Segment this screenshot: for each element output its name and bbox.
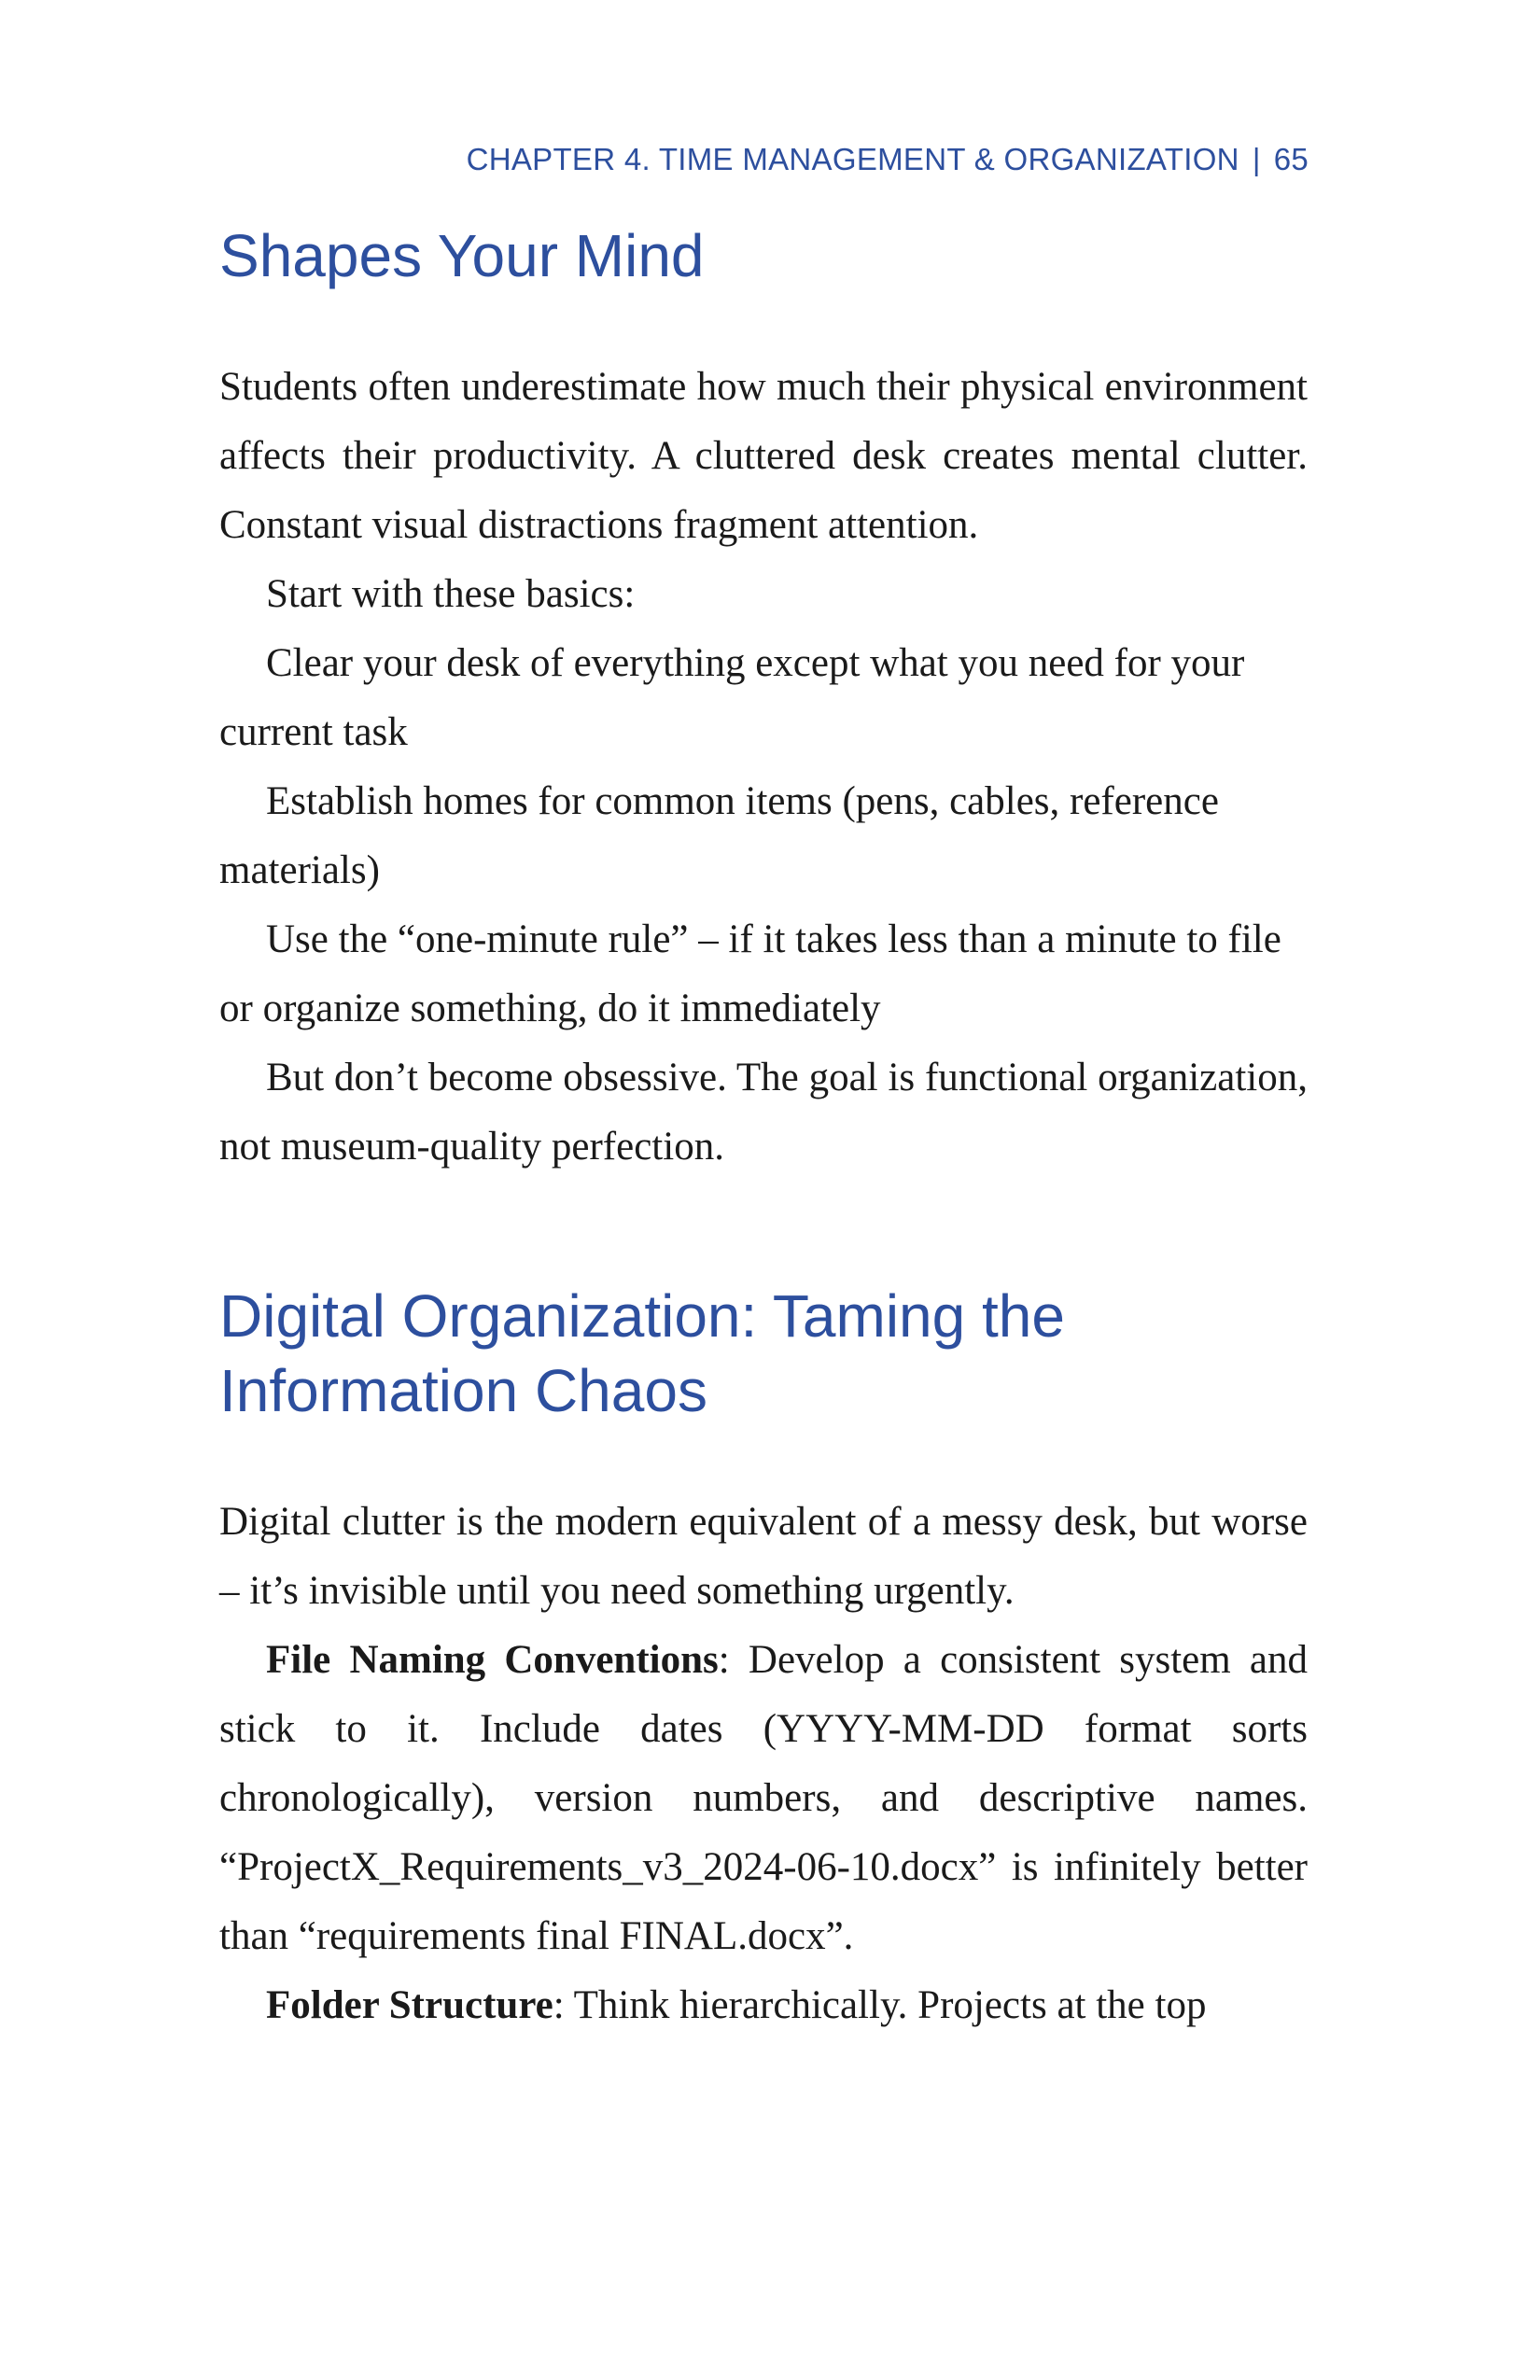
section-heading-digital-organization bbox=[219, 1279, 1308, 1428]
folder-structure-text: : Think hierarchically. Projects at the top bbox=[553, 1983, 1207, 2027]
chapter-title: CHAPTER 4. TIME MANAGEMENT & ORGANIZATION bbox=[466, 142, 1239, 176]
paragraph-basics-lead: Start with these basics: bbox=[266, 572, 636, 616]
paragraph-digital-clutter: Digital clutter is the modern equivalent of a messy desk, but worse – it’s invisible until you need something urgently. bbox=[219, 1500, 1308, 1613]
list-item-one-minute-rule: Use the “one-minute rule” – if it takes less than a minute to file or organize something, do it immediately bbox=[219, 917, 1281, 1030]
paragraph-not-obsessive: But don’t become obsessive. The goal is functional organization, not museum-quality perfection. bbox=[219, 1056, 1308, 1169]
paragraph-folder-structure bbox=[219, 1971, 1308, 2040]
list-item-clear-desk: Clear your desk of everything except what you need for your current task bbox=[219, 641, 1245, 754]
running-head-separator: | bbox=[1252, 142, 1261, 176]
term-folder-structure: Folder Structure bbox=[266, 1983, 553, 2027]
paragraph-file-naming bbox=[219, 1626, 1308, 1971]
running-head bbox=[467, 142, 1309, 177]
section-heading-shapes-your-mind: Shapes Your Mind bbox=[219, 222, 705, 289]
term-file-naming: File Naming Conventions bbox=[266, 1638, 719, 1682]
section-heading-line-1: Digital Organization: Taming the bbox=[219, 1282, 1065, 1350]
paragraph-physical-environment: Students often underestimate how much their physical environment affects their productivity. A cluttered desk creates mental clutter. Constant visual distractions fragment attention. bbox=[219, 365, 1308, 547]
page-body bbox=[219, 218, 1308, 2040]
section-heading-line-2: Information Chaos bbox=[219, 1357, 707, 1424]
page-number: 65 bbox=[1273, 142, 1309, 176]
file-naming-text: : Develop a consistent system and stick to it. Include dates (YYYY-MM-DD format sorts chronologically), version numbers, and descriptive names. “ProjectX_Requirements_v3_2024-06-10.docx” is infinitely better than “requirements final FINAL.docx”. bbox=[219, 1638, 1308, 1958]
list-item-establish-homes: Establish homes for common items (pens, cables, reference materials) bbox=[219, 779, 1219, 892]
